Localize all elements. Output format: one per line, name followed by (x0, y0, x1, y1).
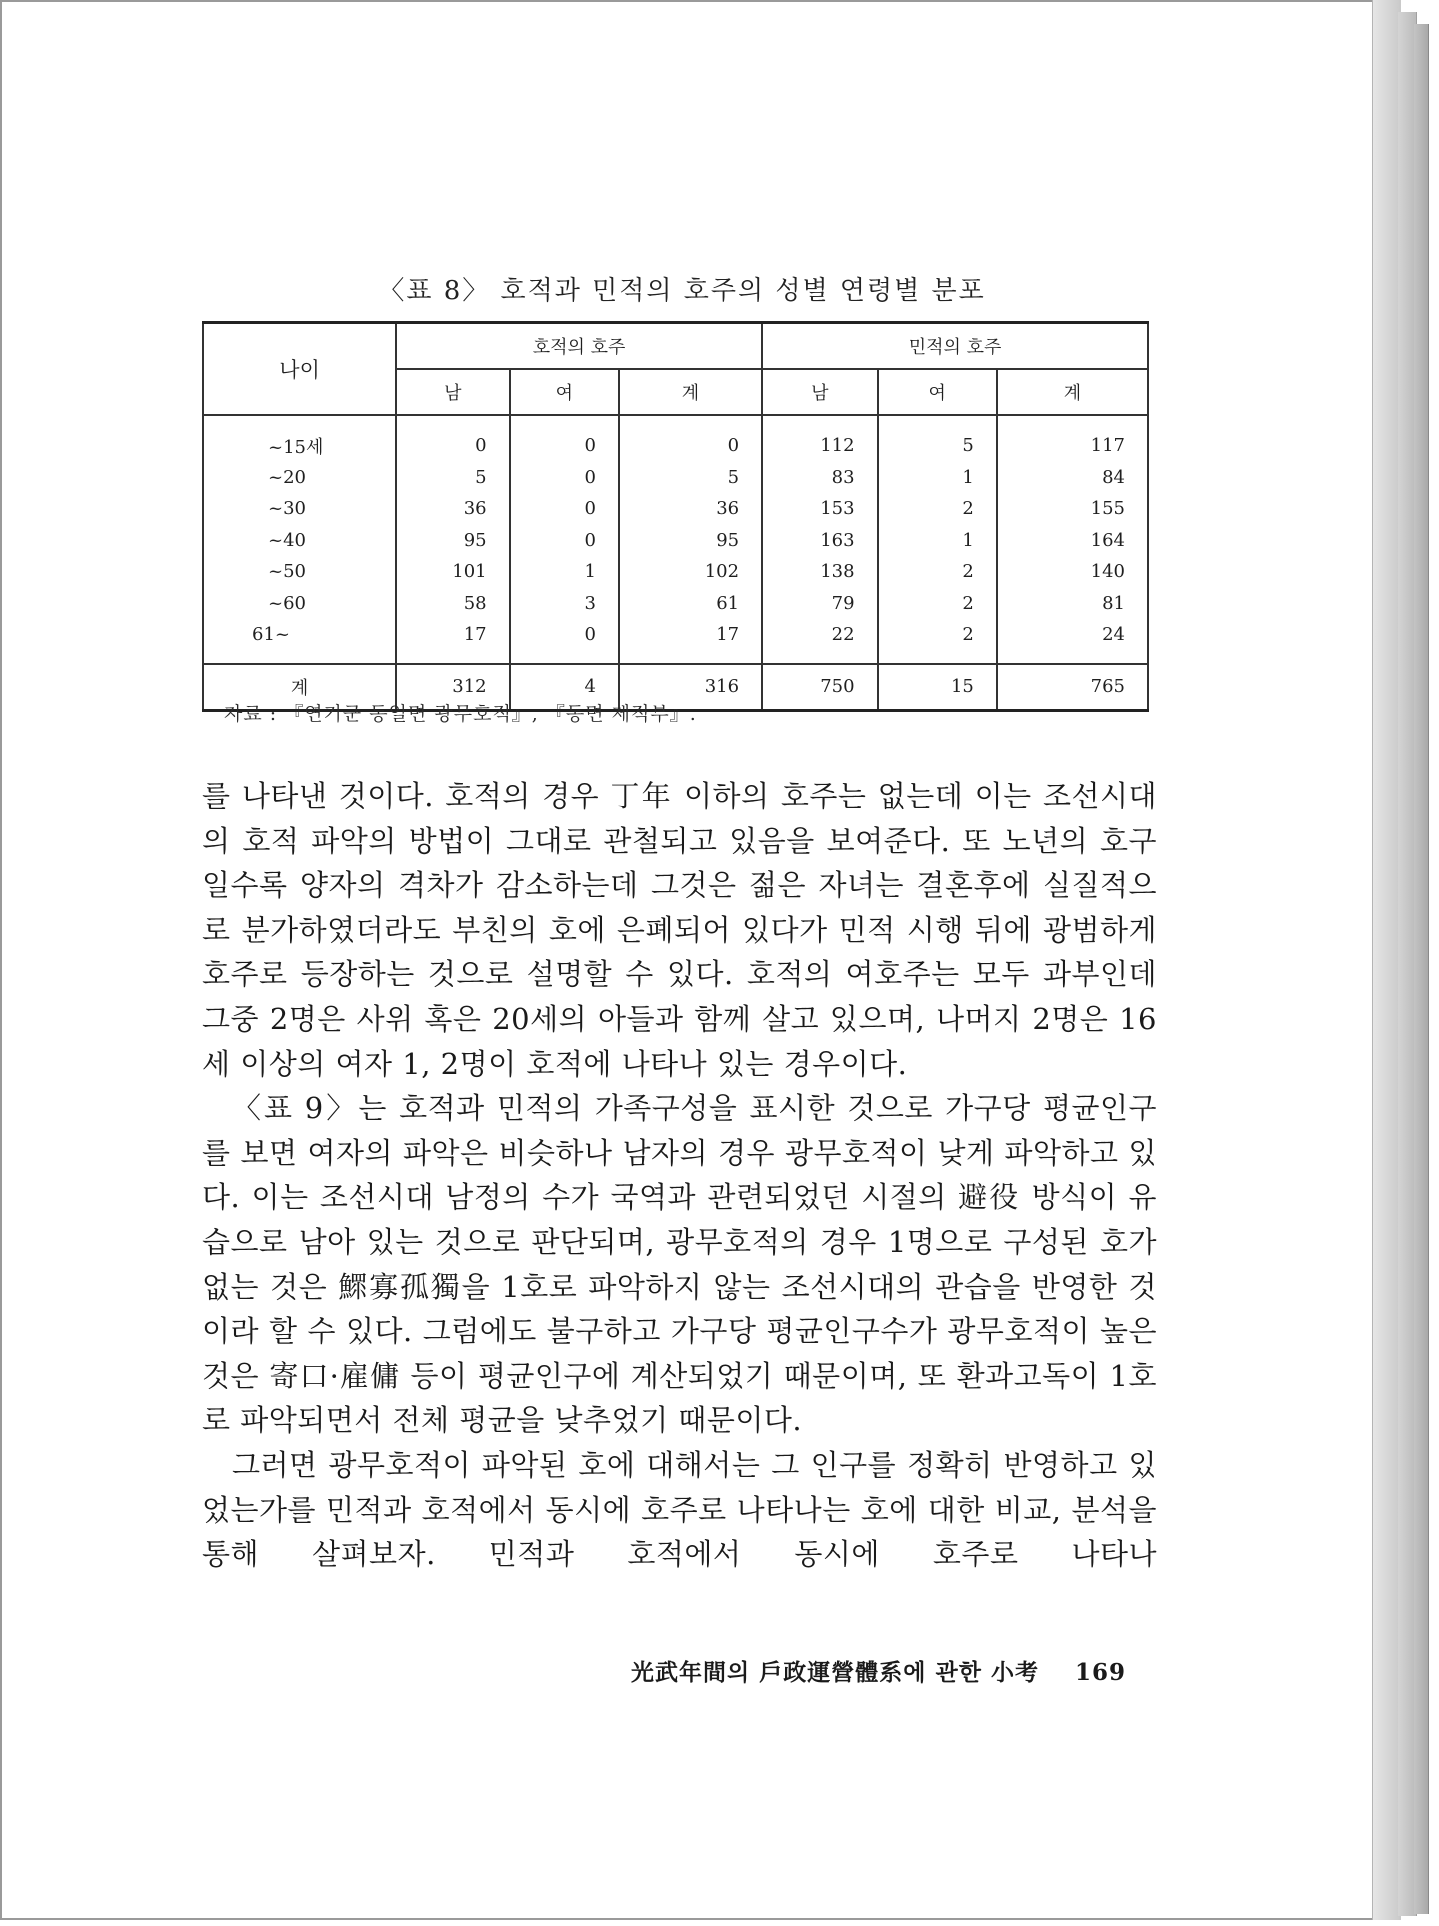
page-number: 169 (1074, 1659, 1126, 1686)
table-cell: 3 (510, 588, 619, 620)
table-cell: 17 (619, 619, 762, 664)
table-row (203, 588, 1148, 620)
age-cell: ~20 (203, 462, 396, 494)
table-cell: 140 (997, 556, 1148, 588)
group-header-minjeok: 민적의 호주 (762, 323, 1148, 370)
col-header-total: 계 (997, 369, 1148, 415)
table-row (203, 556, 1148, 588)
age-cell: ~40 (203, 525, 396, 557)
table-cell: 2 (878, 619, 997, 664)
table-cell: 5 (619, 462, 762, 494)
table-cell: 36 (619, 493, 762, 525)
table-row (203, 493, 1148, 525)
col-header-female: 여 (878, 369, 997, 415)
table-cell: 316 (619, 664, 762, 711)
table-cell: 163 (762, 525, 877, 557)
table-cell: 79 (762, 588, 877, 620)
total-label: 계 (203, 664, 396, 711)
age-cell: ~50 (203, 556, 396, 588)
table-cell: 0 (510, 493, 619, 525)
age-cell: ~30 (203, 493, 396, 525)
table-cell: 61 (619, 588, 762, 620)
table-cell: 0 (510, 415, 619, 462)
table-cell: 750 (762, 664, 877, 711)
table-cell: 81 (997, 588, 1148, 620)
table-cell: 2 (878, 556, 997, 588)
table-row (203, 462, 1148, 494)
age-distribution-table (202, 321, 1149, 712)
col-header-male: 남 (396, 369, 509, 415)
table-cell: 138 (762, 556, 877, 588)
col-header-female: 여 (510, 369, 619, 415)
page-footer (631, 1654, 1126, 1687)
table-cell: 2 (878, 588, 997, 620)
table-cell: 0 (396, 415, 509, 462)
page-edge (1372, 0, 1401, 1920)
table-cell: 15 (878, 664, 997, 711)
age-cell: ~15세 (203, 415, 396, 462)
table-cell: 312 (396, 664, 509, 711)
table-cell: 155 (997, 493, 1148, 525)
table-row (203, 525, 1148, 557)
table-title: 〈표 8〉 호적과 민적의 호주의 성별 연령별 분포 (378, 276, 986, 306)
group-header-hojeok: 호적의 호주 (396, 323, 762, 370)
table-cell: 5 (396, 462, 509, 494)
table-cell: 101 (396, 556, 509, 588)
paragraph: 〈표 9〉는 호적과 민적의 가족구성을 표시한 것으로 가구당 평균인구를 보면 여자의 파악은 비슷하나 남자의 경우 광무호적이 낮게 파악하고 있다. 이는 조선시대 남정의 수가 국역과 관련되었던 시절의 避役 방식이 유습으로 남아 있는 것으로 판단되며, 광무호적의 경우 1명으로 구성된 호가 없는 것은 鰥寡孤獨을 1호로 파악하지 않는 조선시대의 관습을 반영한 것이라 할 수 있다. 그럼에도 불구하고 가구당 평균인구수가 광무호적이 높은 것은 寄口·雇傭 등이 평균인구에 계산되었기 때문이며, 또 환과고독이 1호로 파악되면서 전체 평균을 낮추었기 때문이다. (202, 1091, 1157, 1438)
table-cell: 0 (510, 462, 619, 494)
table-cell: 5 (878, 415, 997, 462)
table-cell: 22 (762, 619, 877, 664)
table-cell: 112 (762, 415, 877, 462)
running-title: 光武年間의 戶政運營體系에 관한 小考 (631, 1659, 1039, 1686)
table-cell: 95 (396, 525, 509, 557)
table-cell: 2 (878, 493, 997, 525)
table-cell: 164 (997, 525, 1148, 557)
table-row (203, 415, 1148, 462)
paragraph: 그러면 광무호적이 파악된 호에 대해서는 그 인구를 정확히 반영하고 있었는가를 민적과 호적에서 동시에 호주로 나타나는 호에 대한 비교, 분석을 통해 살펴보자. 민적과 호적에서 동시에 호주로 나타나 (202, 1447, 1157, 1572)
table-cell: 24 (997, 619, 1148, 664)
table-cell: 117 (997, 415, 1148, 462)
table-cell: 4 (510, 664, 619, 711)
age-column-header: 나이 (203, 323, 396, 416)
table-cell: 17 (396, 619, 509, 664)
page-edge (1414, 24, 1429, 1914)
table-cell: 95 (619, 525, 762, 557)
table-cell: 0 (510, 525, 619, 557)
body-text (202, 774, 1157, 1577)
table-cell: 58 (396, 588, 509, 620)
table-cell: 1 (878, 525, 997, 557)
paragraph: 를 나타낸 것이다. 호적의 경우 丁年 이하의 호주는 없는데 이는 조선시대의 호적 파악의 방법이 그대로 관철되고 있음을 보여준다. 또 노년의 호구일수록 양자의 격차가 감소하는데 그것은 젊은 자녀는 결혼후에 실질적으로 분가하였더라도 부친의 호에 은폐되어 있다가 민적 시행 뒤에 광범하게 호주로 등장하는 것으로 설명할 수 있다. 호적의 여호주는 모두 과부인데 그중 2명은 사위 혹은 20세의 아들과 함께 살고 있으며, 나머지 2명은 16세 이상의 여자 1, 2명이 호적에 나타나 있는 경우이다. (202, 779, 1157, 1081)
table-cell: 1 (878, 462, 997, 494)
col-header-male: 남 (762, 369, 877, 415)
table-source-note: 자료 : 『연기군 동일면 광무호적』, 『동면 제적부』. (224, 703, 697, 725)
age-cell: ~60 (203, 588, 396, 620)
table-row (203, 619, 1148, 664)
table-cell: 153 (762, 493, 877, 525)
table-cell: 83 (762, 462, 877, 494)
table-cell: 765 (997, 664, 1148, 711)
col-header-total: 계 (619, 369, 762, 415)
table-cell: 36 (396, 493, 509, 525)
age-cell: 61~ (203, 619, 396, 664)
table-cell: 0 (619, 415, 762, 462)
table-cell: 84 (997, 462, 1148, 494)
table-cell: 1 (510, 556, 619, 588)
table-cell: 0 (510, 619, 619, 664)
table-cell: 102 (619, 556, 762, 588)
